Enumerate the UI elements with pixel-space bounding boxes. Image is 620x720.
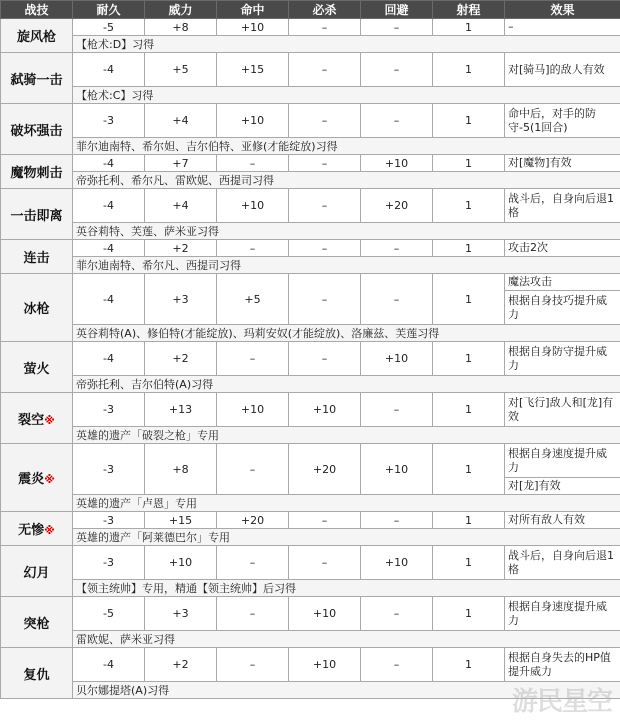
stat-might: +4 bbox=[145, 104, 217, 138]
stat-might: +15 bbox=[145, 512, 217, 529]
stat-might: +2 bbox=[145, 240, 217, 257]
header-crit: 必杀 bbox=[289, 1, 361, 19]
stat-hit: +10 bbox=[217, 393, 289, 427]
stat-avoid: – bbox=[361, 512, 433, 529]
stat-range: 1 bbox=[433, 648, 505, 682]
stat-avoid: – bbox=[361, 104, 433, 138]
stat-range: 1 bbox=[433, 155, 505, 172]
stat-might: +8 bbox=[145, 19, 217, 36]
stat-durability: -4 bbox=[73, 342, 145, 376]
table-row bbox=[1, 648, 620, 682]
header-might: 威力 bbox=[145, 1, 217, 19]
stat-crit: +10 bbox=[289, 648, 361, 682]
stat-durability: -3 bbox=[73, 104, 145, 138]
stat-avoid: – bbox=[361, 648, 433, 682]
table-row bbox=[1, 104, 620, 138]
stat-durability: -5 bbox=[73, 19, 145, 36]
effect-text: – bbox=[505, 19, 620, 36]
requirement-row bbox=[1, 580, 620, 597]
requirement-text: 英谷莉特(A)、修伯特(才能绽放)、玛莉安奴(才能绽放)、洛廉兹、芙莲习得 bbox=[73, 325, 620, 342]
table-row bbox=[1, 155, 620, 172]
stat-crit: – bbox=[289, 546, 361, 580]
exclusive-mark: ※ bbox=[44, 524, 55, 537]
stat-durability: -3 bbox=[73, 444, 145, 495]
stat-might: +5 bbox=[145, 53, 217, 87]
stat-range: 1 bbox=[433, 19, 505, 36]
stat-avoid: +20 bbox=[361, 189, 433, 223]
art-name bbox=[1, 240, 73, 274]
stat-hit: +10 bbox=[217, 104, 289, 138]
stat-range: 1 bbox=[433, 104, 505, 138]
stat-hit: – bbox=[217, 546, 289, 580]
stat-crit: – bbox=[289, 104, 361, 138]
stat-hit: +15 bbox=[217, 53, 289, 87]
stat-crit: +10 bbox=[289, 597, 361, 631]
requirement-text: 英雄的遗产「阿莱德巴尔」专用 bbox=[73, 529, 620, 546]
stat-might: +4 bbox=[145, 189, 217, 223]
requirement-row bbox=[1, 138, 620, 155]
requirement-text: 菲尔迪南特、希尔妲、吉尔伯特、亚修(才能绽放)习得 bbox=[73, 138, 620, 155]
art-name-text: 弑骑一击 bbox=[10, 72, 63, 88]
header-art: 战技 bbox=[1, 1, 73, 19]
table-row bbox=[1, 189, 620, 223]
stat-durability: -4 bbox=[73, 53, 145, 87]
stat-avoid: – bbox=[361, 240, 433, 257]
art-name-text: 一击即离 bbox=[10, 208, 63, 224]
requirement-row bbox=[1, 223, 620, 240]
header-row bbox=[1, 1, 620, 19]
effect-text: 对[骑马]的敌人有效 bbox=[505, 53, 620, 87]
stat-avoid: +10 bbox=[361, 342, 433, 376]
art-name-text: 幻月 bbox=[23, 565, 50, 581]
effect-text: 根据自身防守提升威力 bbox=[505, 342, 620, 376]
effect-text: 根据自身失去的HP值提升威力 bbox=[505, 648, 620, 682]
effect-text: 对[魔物]有效 bbox=[505, 155, 620, 172]
requirement-row bbox=[1, 172, 620, 189]
stat-range: 1 bbox=[433, 53, 505, 87]
art-name bbox=[1, 597, 73, 648]
stat-crit: +10 bbox=[289, 393, 361, 427]
stat-hit: – bbox=[217, 342, 289, 376]
table-row bbox=[1, 342, 620, 376]
art-name-text: 冰枪 bbox=[23, 302, 50, 317]
table-row bbox=[1, 393, 620, 427]
header-effect: 效果 bbox=[505, 1, 620, 19]
effect-text: 战斗后，自身向后退1格 bbox=[505, 189, 620, 223]
requirement-text: 贝尔娜提塔(A)习得 bbox=[73, 682, 620, 699]
effect-text: 魔法攻击 bbox=[505, 274, 620, 291]
stat-crit: – bbox=[289, 342, 361, 376]
stat-might: +3 bbox=[145, 597, 217, 631]
art-name bbox=[1, 342, 73, 393]
stat-range: 1 bbox=[433, 444, 505, 495]
stat-hit: +5 bbox=[217, 274, 289, 325]
stat-range: 1 bbox=[433, 597, 505, 631]
stat-avoid: +10 bbox=[361, 546, 433, 580]
art-name-text: 复仇 bbox=[23, 667, 50, 683]
header-avoid: 回避 bbox=[361, 1, 433, 19]
table-row bbox=[1, 546, 620, 580]
art-name-text: 魔物刺击 bbox=[10, 166, 63, 181]
art-name-text: 萤火 bbox=[23, 361, 50, 377]
header-range: 射程 bbox=[433, 1, 505, 19]
stat-crit: – bbox=[289, 189, 361, 223]
stat-durability: -4 bbox=[73, 240, 145, 257]
stat-crit: +20 bbox=[289, 444, 361, 495]
stat-crit: – bbox=[289, 512, 361, 529]
stat-avoid: – bbox=[361, 393, 433, 427]
stat-might: +2 bbox=[145, 648, 217, 682]
requirement-row bbox=[1, 325, 620, 342]
art-name bbox=[1, 648, 73, 699]
requirement-row bbox=[1, 529, 620, 546]
requirement-row bbox=[1, 495, 620, 512]
stat-hit: +20 bbox=[217, 512, 289, 529]
effect-text: 命中后，对手的防守-5(1回合) bbox=[505, 104, 620, 138]
stat-might: +13 bbox=[145, 393, 217, 427]
art-name-text: 突枪 bbox=[23, 616, 50, 632]
stat-durability: -4 bbox=[73, 155, 145, 172]
table-row bbox=[1, 274, 620, 291]
stat-avoid: +10 bbox=[361, 155, 433, 172]
art-name-text: 旋风枪 bbox=[16, 30, 56, 45]
art-name bbox=[1, 19, 73, 53]
effect-text: 对[龙]有效 bbox=[505, 478, 620, 495]
stat-avoid: +10 bbox=[361, 444, 433, 495]
stat-hit: – bbox=[217, 597, 289, 631]
stat-range: 1 bbox=[433, 342, 505, 376]
requirement-text: 雷欧妮、萨米亚习得 bbox=[73, 631, 620, 648]
requirement-text: 英谷莉特、芙莲、萨米亚习得 bbox=[73, 223, 620, 240]
stat-crit: – bbox=[289, 19, 361, 36]
stat-crit: – bbox=[289, 53, 361, 87]
table-row bbox=[1, 512, 620, 529]
art-name bbox=[1, 512, 73, 546]
effect-text: 根据自身速度提升威力 bbox=[505, 597, 620, 631]
art-name bbox=[1, 53, 73, 104]
art-name bbox=[1, 189, 73, 240]
effect-text: 对[飞行]敌人和[龙]有效 bbox=[505, 393, 620, 427]
stat-range: 1 bbox=[433, 274, 505, 325]
requirement-text: 【领主统帅】专用，精通【领主统帅】后习得 bbox=[73, 580, 620, 597]
requirement-text: 菲尔迪南特、希尔凡、西提司习得 bbox=[73, 257, 620, 274]
art-name bbox=[1, 104, 73, 155]
stat-durability: -3 bbox=[73, 546, 145, 580]
effect-text: 根据自身速度提升威力 bbox=[505, 444, 620, 478]
art-name-text: 裂空 bbox=[18, 412, 45, 428]
effect-text: 对所有敌人有效 bbox=[505, 512, 620, 529]
stat-durability: -4 bbox=[73, 274, 145, 325]
stat-might: +8 bbox=[145, 444, 217, 495]
art-name bbox=[1, 546, 73, 597]
art-name-text: 连击 bbox=[23, 251, 50, 266]
stat-avoid: – bbox=[361, 274, 433, 325]
stat-hit: – bbox=[217, 648, 289, 682]
stat-might: +3 bbox=[145, 274, 217, 325]
exclusive-mark: ※ bbox=[44, 473, 55, 486]
watermark-logo: 游民星空 bbox=[511, 687, 612, 717]
art-name bbox=[1, 444, 73, 512]
stat-might: +10 bbox=[145, 546, 217, 580]
stat-range: 1 bbox=[433, 189, 505, 223]
stat-durability: -3 bbox=[73, 512, 145, 529]
table-row bbox=[1, 444, 620, 478]
art-name bbox=[1, 274, 73, 342]
table-row bbox=[1, 53, 620, 87]
stat-range: 1 bbox=[433, 512, 505, 529]
table-row bbox=[1, 597, 620, 631]
requirement-row bbox=[1, 36, 620, 53]
stat-range: 1 bbox=[433, 546, 505, 580]
requirement-text: 【枪术:C】习得 bbox=[73, 87, 620, 104]
header-durability: 耐久 bbox=[73, 1, 145, 19]
requirement-row bbox=[1, 631, 620, 648]
requirement-row bbox=[1, 87, 620, 104]
stat-range: 1 bbox=[433, 240, 505, 257]
stat-hit: +10 bbox=[217, 189, 289, 223]
stat-crit: – bbox=[289, 240, 361, 257]
art-name-text: 破坏强击 bbox=[10, 123, 63, 139]
stat-durability: -4 bbox=[73, 189, 145, 223]
stat-hit: – bbox=[217, 240, 289, 257]
stat-range: 1 bbox=[433, 393, 505, 427]
stat-avoid: – bbox=[361, 19, 433, 36]
art-name bbox=[1, 393, 73, 444]
requirement-text: 帝弥托利、希尔凡、雷欧妮、西提司习得 bbox=[73, 172, 620, 189]
requirement-row bbox=[1, 427, 620, 444]
exclusive-mark: ※ bbox=[44, 413, 55, 427]
art-name-text: 无惨 bbox=[18, 523, 45, 538]
stat-crit: – bbox=[289, 155, 361, 172]
art-name bbox=[1, 155, 73, 189]
stat-hit: – bbox=[217, 155, 289, 172]
stat-might: +2 bbox=[145, 342, 217, 376]
stat-durability: -5 bbox=[73, 597, 145, 631]
effect-text: 战斗后，自身向后退1格 bbox=[505, 546, 620, 580]
stat-durability: -4 bbox=[73, 648, 145, 682]
stat-hit: +10 bbox=[217, 19, 289, 36]
table-row bbox=[1, 240, 620, 257]
requirement-row bbox=[1, 376, 620, 393]
stat-might: +7 bbox=[145, 155, 217, 172]
requirement-row bbox=[1, 257, 620, 274]
stat-durability: -3 bbox=[73, 393, 145, 427]
art-name-text: 震炎 bbox=[18, 472, 45, 487]
stat-avoid: – bbox=[361, 53, 433, 87]
stat-crit: – bbox=[289, 274, 361, 325]
stat-hit: – bbox=[217, 444, 289, 495]
requirement-text: 英雄的遗产「破裂之枪」专用 bbox=[73, 427, 620, 444]
table-row bbox=[1, 19, 620, 36]
requirement-text: 【枪术:D】习得 bbox=[73, 36, 620, 53]
requirement-text: 帝弥托利、吉尔伯特(A)习得 bbox=[73, 376, 620, 393]
stat-avoid: – bbox=[361, 597, 433, 631]
requirement-text: 英雄的遗产「卢恩」专用 bbox=[73, 495, 620, 512]
header-hit: 命中 bbox=[217, 1, 289, 19]
effect-text: 攻击2次 bbox=[505, 240, 620, 257]
effect-text: 根据自身技巧提升威力 bbox=[505, 291, 620, 325]
